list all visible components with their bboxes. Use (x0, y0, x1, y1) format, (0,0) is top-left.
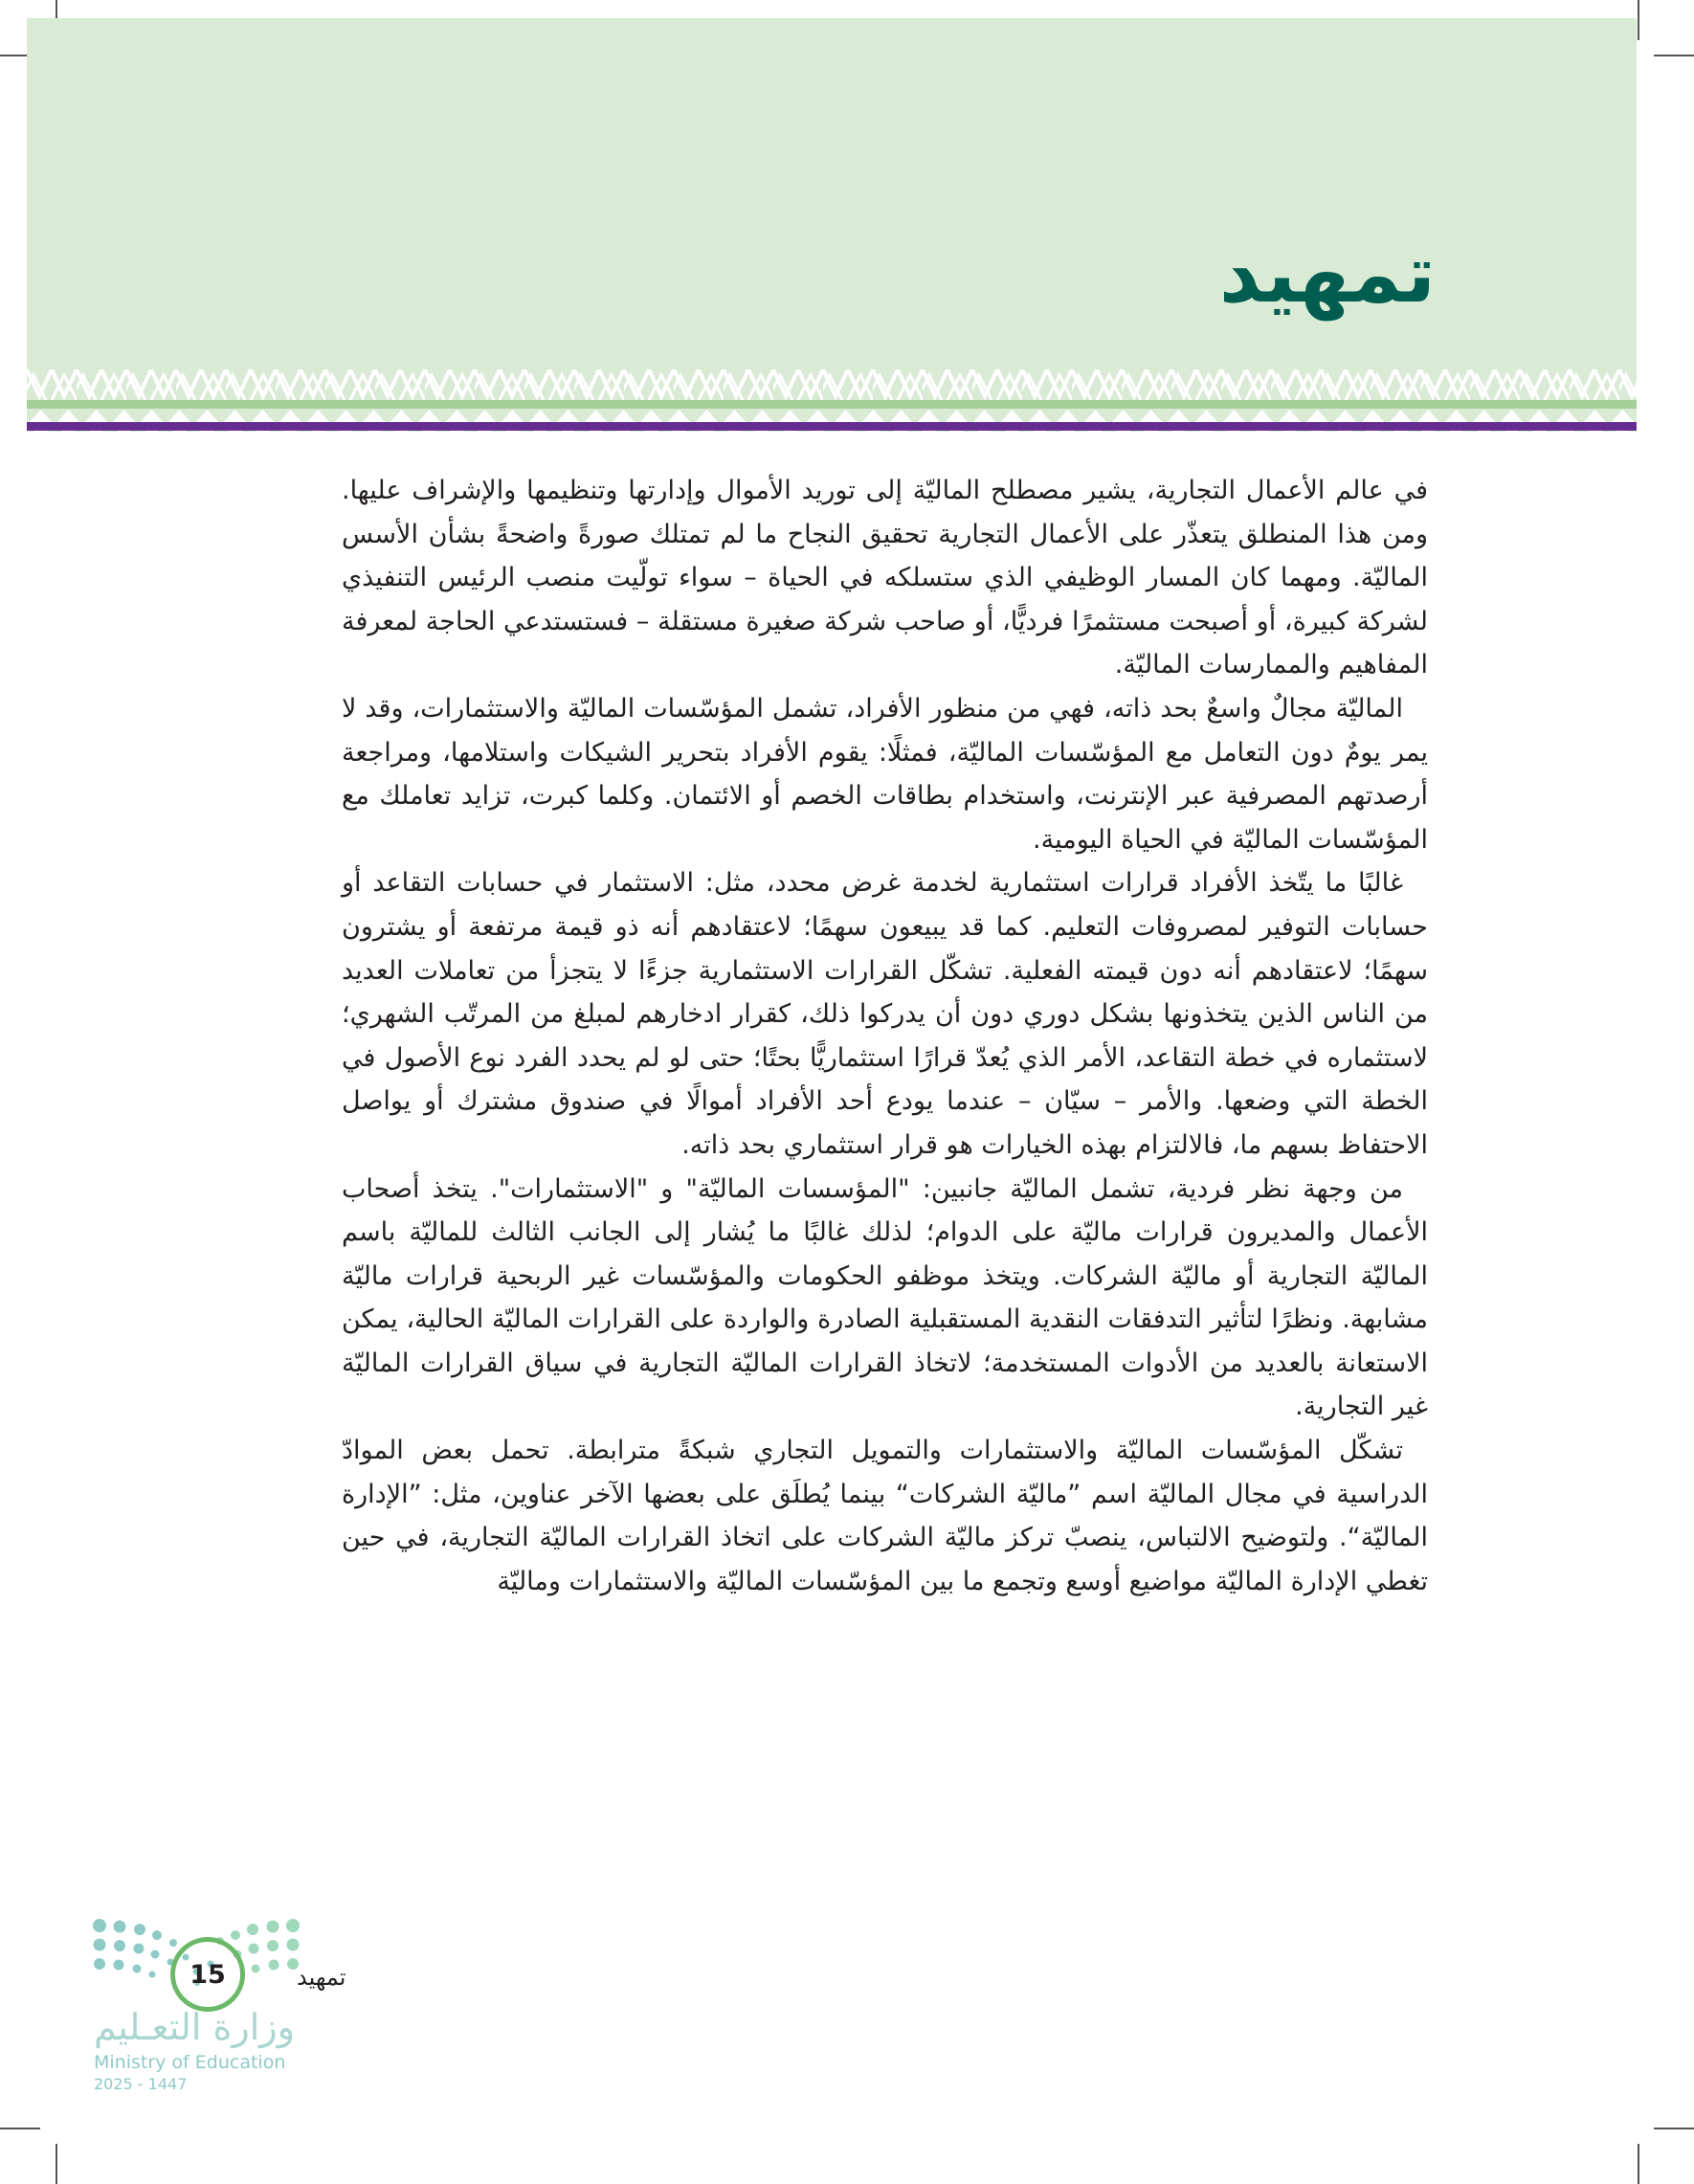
ministry-name-english: Ministry of Education (94, 2052, 286, 2073)
paragraph-4: من وجهة نظر فردية، تشمل الماليّة جانبين: "المؤسسات الماليّة" و "الاستثمارات". يتخذ أصحاب الأعمال والمديرون قرارات ماليّة على الدوام؛ لذلك غالبًا ما يُشار إلى الجانب الثالث للماليّة باسم الماليّة التجارية أو ماليّة الشركات. ويتخذ موظفو الحكومات والمؤسّسات غير الربحية قرارات ماليّة مشابهة. ونظرًا لتأثير التدفقات النقدية المستقبلية الصادرة والواردة على القرارات الماليّة الحالية، يمكن الاستعانة بالعديد من الأدوات المستخدمة؛ لاتخاذ القرارات الماليّة التجارية في سياق القرارات الماليّة غير التجارية. (342, 1173, 1428, 1422)
chapter-header-banner (27, 18, 1637, 432)
paragraph-1: في عالم الأعمال التجارية، يشير مصطلح الماليّة إلى توريد الأموال وإدارتها وتنظيمها والإشراف عليها. ومن هذا المنطلق يتعذّر على الأعمال التجارية تحقيق النجاح ما لم تمتلك صورةً واضحةً بشأن الأسس الماليّة. ومهما كان المسار الوظيفي الذي ستسلكه في الحياة – سواء تولّيت منصب الرئيس التنفيذي لشركة كبيرة، أو أصبحت مستثمرًا فرديًّا، أو صاحب شركة صغيرة مستقلة – فستستدعي الحاجة لمعرفة المفاهيم والممارسات الماليّة. (342, 476, 1428, 680)
page-title: تمهيد (1218, 227, 1436, 321)
edition-years: 2025 - 1447 (94, 2075, 188, 2093)
paragraph-3: غالبًا ما يتّخذ الأفراد قرارات استثمارية لخدمة غرض محدد، مثل: الاستثمار في حسابات التقاعد أو حسابات التوفير لمصروفات التعليم. كما قد يبيعون سهمًا؛ لاعتقادهم أنه ذو قيمة مرتفعة أو يشترون سهمًا؛ لاعتقادهم أنه دون قيمته الفعلية. تشكّل القرارات الاستثمارية جزءًا لا يتجزأ من تعاملات العديد من الناس الذين يتخذونها بشكل دوري دون أن يدركوا ذلك، كقرار ادخارهم لمبلغ من المرتّب الشهري؛ لاستثماره في خطة التقاعد، الأمر الذي يُعدّ قرارًا استثماريًّا بحتًا؛ حتى لو لم يحدد الفرد نوع الأصول في الخطة التي وضعها. والأمر – سيّان – عندما يودع أحد الأفراد أموالًا في صندوق مشترك أو يواصل الاحتفاظ بسهم ما، فالالتزام بهذه الخيارات هو قرار استثماري بحد ذاته. (342, 868, 1428, 1160)
crop-mark-top-right-horizontal (1654, 55, 1694, 56)
paragraph-5: تشكّل المؤسّسات الماليّة والاستثمارات والتمويل التجاري شبكةً مترابطة. تحمل بعض الموادّ الدراسية في مجال الماليّة اسم ”ماليّة الشركات“ بينما يُطلَق على بعضها الآخر عناوين، مثل: ”الإدارة الماليّة“. ولتوضيح الالتباس، ينصبّ تركز ماليّة الشركات على اتخاذ القرارات الماليّة التجارية، في حين تغطي الإدارة الماليّة مواضيع أوسع وتجمع ما بين المؤسّسات الماليّة والاستثمارات وماليّة (342, 1436, 1428, 1596)
crop-mark-bottom-right-vertical (1638, 2144, 1639, 2184)
paragraph-2: الماليّة مجالٌ واسعٌ بحد ذاته، فهي من منظور الأفراد، تشمل المؤسّسات الماليّة والاستثمارات، وقد لا يمر يومٌ دون التعامل مع المؤسّسات الماليّة، فمثلًا: يقوم الأفراد بتحرير الشيكات واستلامها، ومراجعة أرصدتهم المصرفية عبر الإنترنت، واستخدام بطاقات الخصم أو الائتمان. وكلما كبرت، تزايد تعاملك مع المؤسّسات الماليّة في الحياة اليومية. (342, 693, 1428, 855)
body-text (342, 469, 1428, 1603)
page-number-badge (170, 1937, 245, 2012)
ministry-name-arabic: وزارة التعـليم (94, 2006, 296, 2048)
crop-mark-top-right-vertical (1638, 0, 1639, 40)
crop-mark-bottom-left-horizontal (0, 2128, 40, 2129)
page-footer (86, 1914, 392, 2106)
page-number: 15 (189, 1959, 226, 1990)
crop-mark-bottom-left-vertical (56, 2144, 57, 2184)
footer-section-label: تمهيد (297, 1964, 346, 1991)
zigzag-pattern-band (27, 369, 1637, 400)
purple-accent-bar (27, 422, 1637, 431)
crop-mark-bottom-right-horizontal (1654, 2128, 1694, 2129)
green-stripe (27, 400, 1637, 409)
